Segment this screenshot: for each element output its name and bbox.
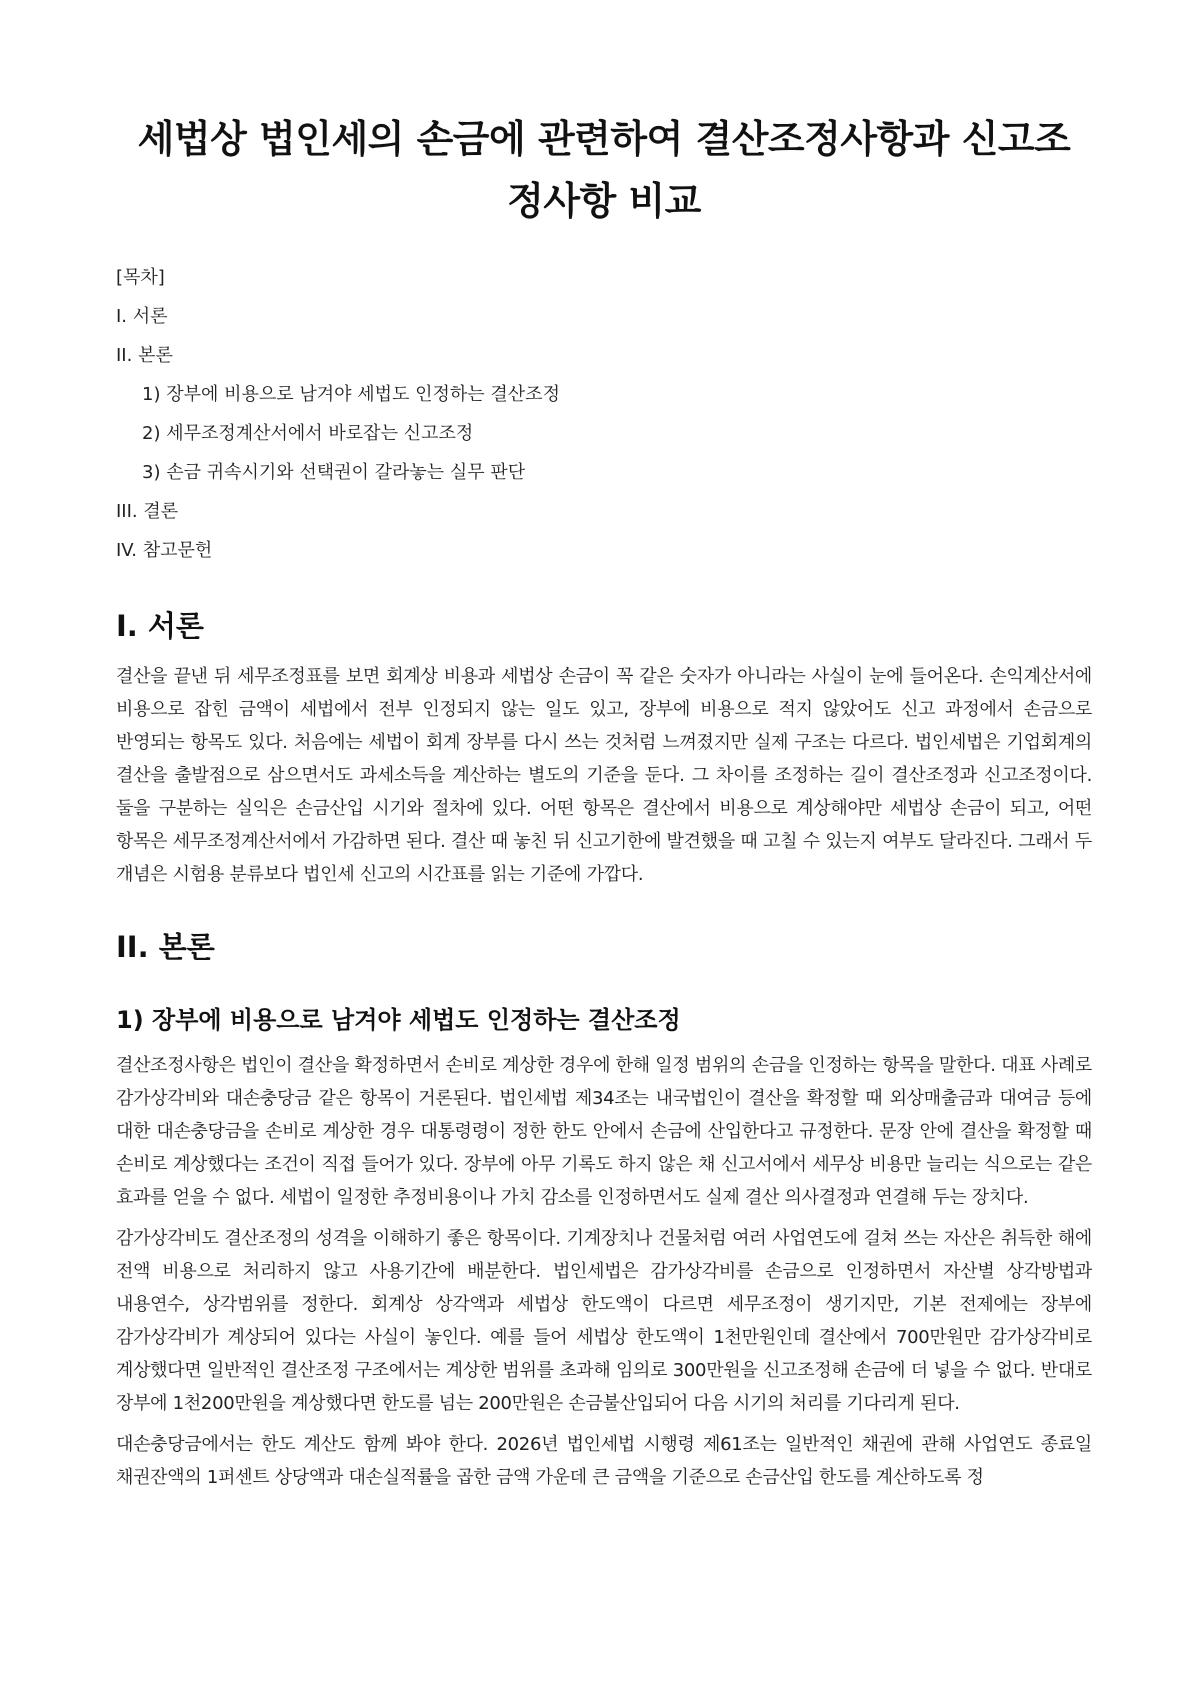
toc-item-body-2: 2) 세무조정계산서에서 바로잡는 신고조정 [142,423,474,444]
toc-item-intro: I. 서론 [116,306,168,327]
table-of-contents [116,258,1092,570]
body-paragraph: 결산조정사항은 법인이 결산을 확정하면서 손비로 계상한 경우에 한해 일정 범위의 손금을 인정하는 항목을 말한다. 대표 사례로 감가상각비와 대손충당금 같은 항목이 거론된다. 법인세법 제34조는 내국법인이 결산을 확정할 때 외상매출금과 대여금 등에 대한 대손충당금을 손비로 계상한 경우 대통령령이 정한 한도 안에서 손금에 산입한다고 규정한다. 문장 안에 결산을 확정할 때 손비로 계상했다는 조건이 직접 들어가 있다. 장부에 아무 기록도 하지 않은 채 신고서에서 세무상 비용만 늘리는 식으로는 같은 효과를 얻을 수 없다. 세법이 일정한 추정비용이나 가치 감소를 인정하면서도 실제 결산 의사결정과 연결해 두는 장치다. [116,1055,1092,1208]
toc-item-body: II. 본론 [116,345,173,366]
section-heading-intro: I. 서론 [116,609,204,643]
body-paragraph: 감가상각비도 결산조정의 성격을 이해하기 좋은 항목이다. 기계장치나 건물처럼 여러 사업연도에 걸쳐 쓰는 자산은 취득한 해에 전액 비용으로 처리하지 않고 사용기간에 배분한다. 법인세법은 감가상각비를 손금으로 인정하면서 자산별 상각방법과 내용연수, 상각범위를 정한다. 회계상 상각액과 세법상 한도액이 다르면 세무조정이 생기지만, 기본 전제에는 장부에 감가상각비가 계상되어 있다는 사실이 놓인다. 예를 들어 세법상 한도액이 1천만원인데 결산에서 700만원만 감가상각비로 계상했다면 일반적인 결산조정 구조에서는 계상한 범위를 초과해 임의로 300만원을 신고조정해 손금에 더 넣을 수 없다. 반대로 장부에 1천200만원을 계상했다면 한도를 넘는 200만원은 손금불산입되어 다음 시기의 처리를 기다리게 된다. [116,1228,1092,1414]
body-paragraph: 대손충당금에서는 한도 계산도 함께 봐야 한다. 2026년 법인세법 시행령 제61조는 일반적인 채권에 관해 사업연도 종료일 채권잔액의 1퍼센트 상당액과 대손실적률을 곱한 금액 가운데 큰 금액을 기준으로 손금산입 한도를 계산하도록 정 [116,1434,1092,1488]
document-title: 세법상 법인세의 손금에 관련하여 결산조정사항과 신고조정사항 비교 [137,117,1071,223]
toc-item-conclusion: III. 결론 [116,501,179,522]
subsection-heading-settlement-adjustment: 1) 장부에 비용으로 남겨야 세법도 인정하는 결산조정 [116,1006,681,1034]
toc-item-body-3: 3) 손금 귀속시기와 선택권이 갈라놓는 실무 판단 [142,462,526,483]
section-heading-body: II. 본론 [116,930,215,964]
intro-paragraph: 결산을 끝낸 뒤 세무조정표를 보면 회계상 비용과 세법상 손금이 꼭 같은 숫자가 아니라는 사실이 눈에 들어온다. 손익계산서에 비용으로 잡힌 금액이 세법에서 전부 인정되지 않는 일도 있고, 장부에 비용으로 적지 않았어도 신고 과정에서 손금으로 반영되는 항목도 있다. 처음에는 세법이 회계 장부를 다시 쓰는 것처럼 느껴졌지만 실제 구조는 다르다. 법인세법은 기업회계의 결산을 출발점으로 삼으면서도 과세소득을 계산하는 별도의 기준을 둔다. 그 차이를 조정하는 길이 결산조정과 신고조정이다. 둘을 구분하는 실익은 손금산입 시기와 절차에 있다. 어떤 항목은 결산에서 비용으로 계상해야만 세법상 손금이 되고, 어떤 항목은 세무조정계산서에서 가감하면 된다. 결산 때 놓친 뒤 신고기한에 발견했을 때 고칠 수 있는지 여부도 달라진다. 그래서 두 개념은 시험용 분류보다 법인세 신고의 시간표를 읽는 기준에 가깝다. [116,666,1092,885]
toc-item-body-1: 1) 장부에 비용으로 남겨야 세법도 인정하는 결산조정 [142,384,560,405]
toc-heading: [목차] [116,267,165,288]
toc-item-references: IV. 참고문헌 [116,540,213,561]
